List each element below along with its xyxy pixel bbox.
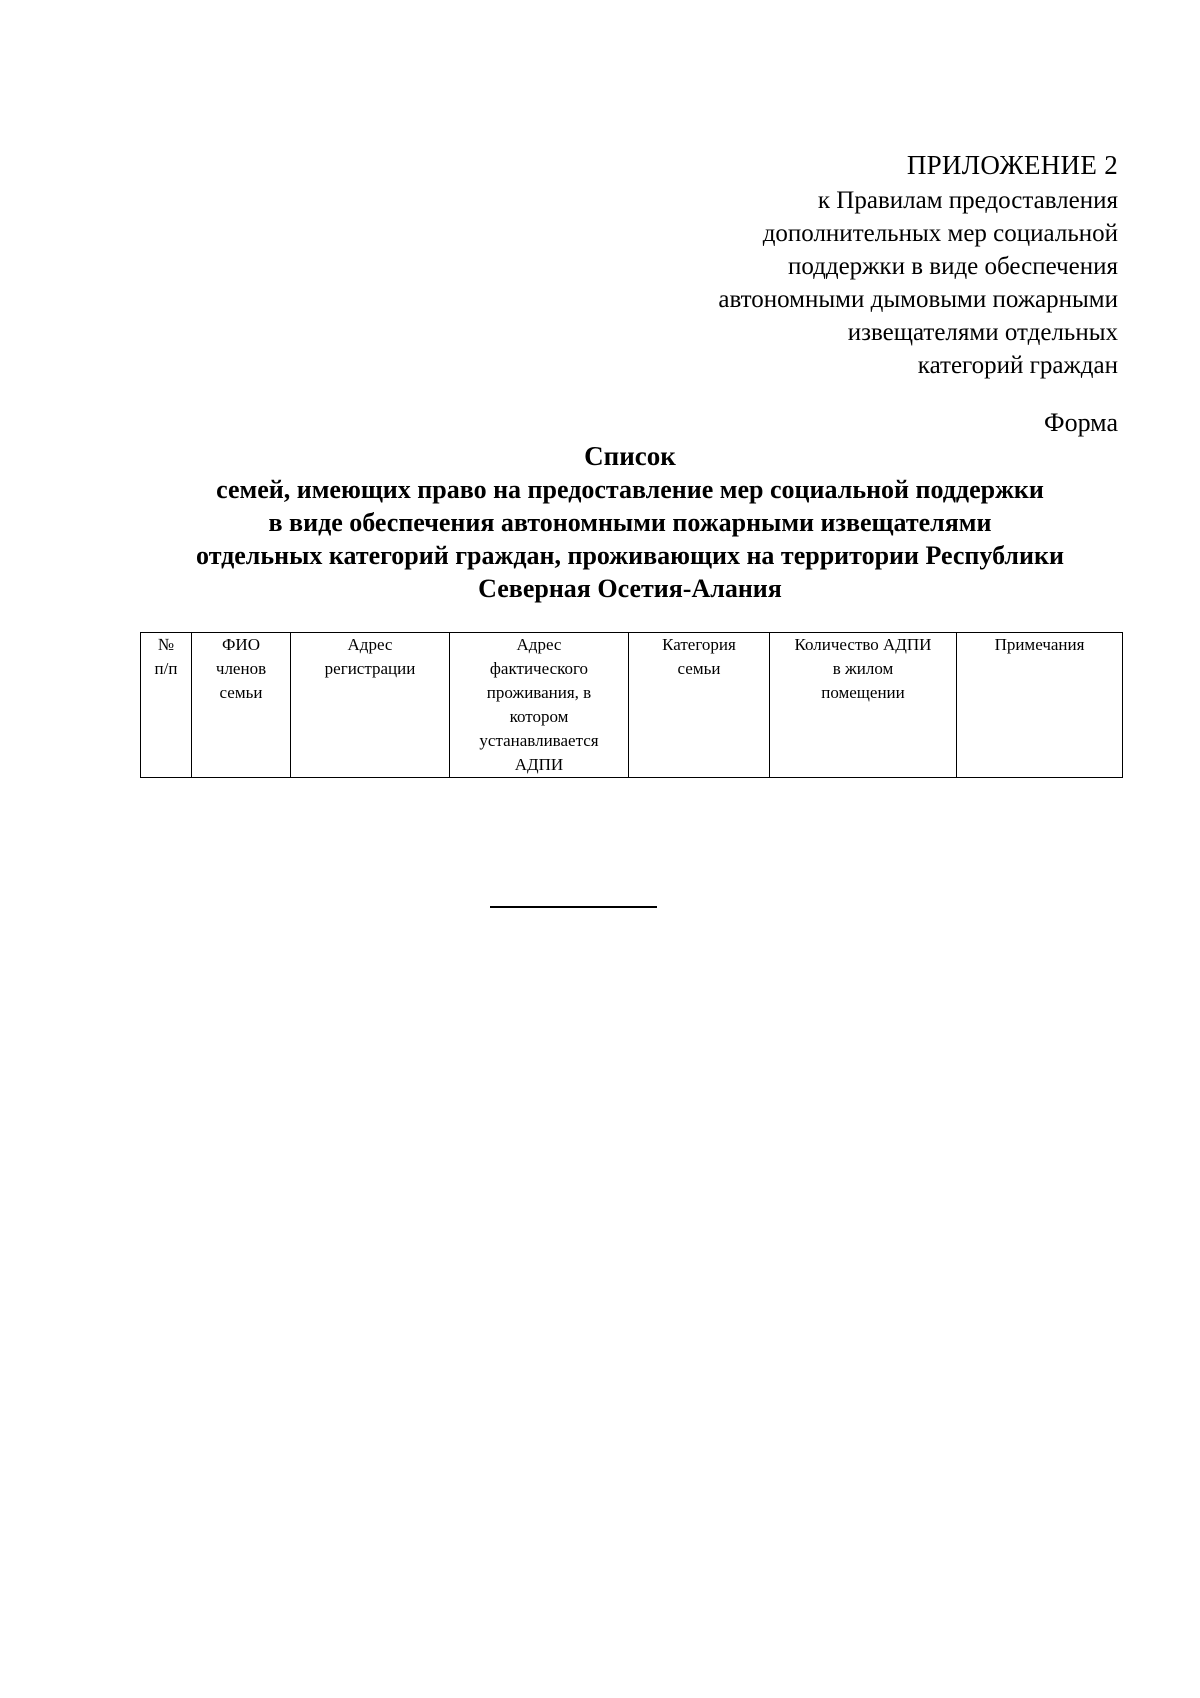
- families-table: [140, 632, 1123, 778]
- header-line: членов: [215, 659, 267, 678]
- header-line: семьи: [677, 659, 721, 678]
- appendix-line: извещателями отдельных: [847, 319, 1118, 346]
- header-line: помещении: [821, 683, 905, 702]
- header-line: семьи: [219, 683, 263, 702]
- header-line: Количество АДПИ: [794, 635, 932, 654]
- appendix-line: автономными дымовыми пожарными: [718, 286, 1118, 313]
- form-label: Форма: [1044, 408, 1118, 437]
- column-header-actual-address: [450, 633, 629, 778]
- column-header-notes: [957, 633, 1123, 778]
- appendix-line: категорий граждан: [917, 352, 1118, 379]
- list-title-line: семей, имеющих право на предоставление мер социальной поддержки: [216, 475, 1044, 504]
- column-header-family-category: [629, 633, 770, 778]
- header-line: регистрации: [324, 659, 416, 678]
- column-header-number: [141, 633, 192, 778]
- appendix-line: поддержки в виде обеспечения: [787, 253, 1118, 280]
- list-title-line: Северная Осетия-Алания: [478, 574, 782, 603]
- appendix-title: ПРИЛОЖЕНИЕ 2: [906, 150, 1118, 180]
- column-header-fio: [192, 633, 291, 778]
- appendix-line: дополнительных мер социальной: [762, 220, 1118, 247]
- table-header-row: [141, 633, 1123, 778]
- appendix-line: к Правилам предоставления: [817, 187, 1118, 214]
- header-line: №: [157, 635, 175, 654]
- column-header-detector-count: [770, 633, 957, 778]
- header-line: в жилом: [832, 659, 894, 678]
- header-line: п/п: [154, 659, 178, 678]
- header-line: ФИО: [222, 635, 260, 654]
- header-line: проживания, в: [486, 683, 592, 702]
- header-line: Примечания: [994, 635, 1085, 654]
- appendix-header: [558, 146, 1118, 382]
- header-line: Адрес: [347, 635, 393, 654]
- header-line: АДПИ: [514, 755, 564, 774]
- header-line: устанавливается: [479, 731, 599, 750]
- header-line: котором: [509, 707, 569, 726]
- list-title: [140, 440, 1120, 605]
- list-title-line: отдельных категорий граждан, проживающих на территории Республики: [196, 541, 1064, 570]
- list-heading: Список: [584, 441, 676, 471]
- header-line: Адрес: [516, 635, 562, 654]
- column-header-registration-address: [291, 633, 450, 778]
- end-separator-line: [490, 906, 657, 908]
- header-line: фактического: [489, 659, 589, 678]
- header-line: Категория: [662, 635, 736, 654]
- list-title-line: в виде обеспечения автономными пожарными извещателями: [268, 508, 992, 537]
